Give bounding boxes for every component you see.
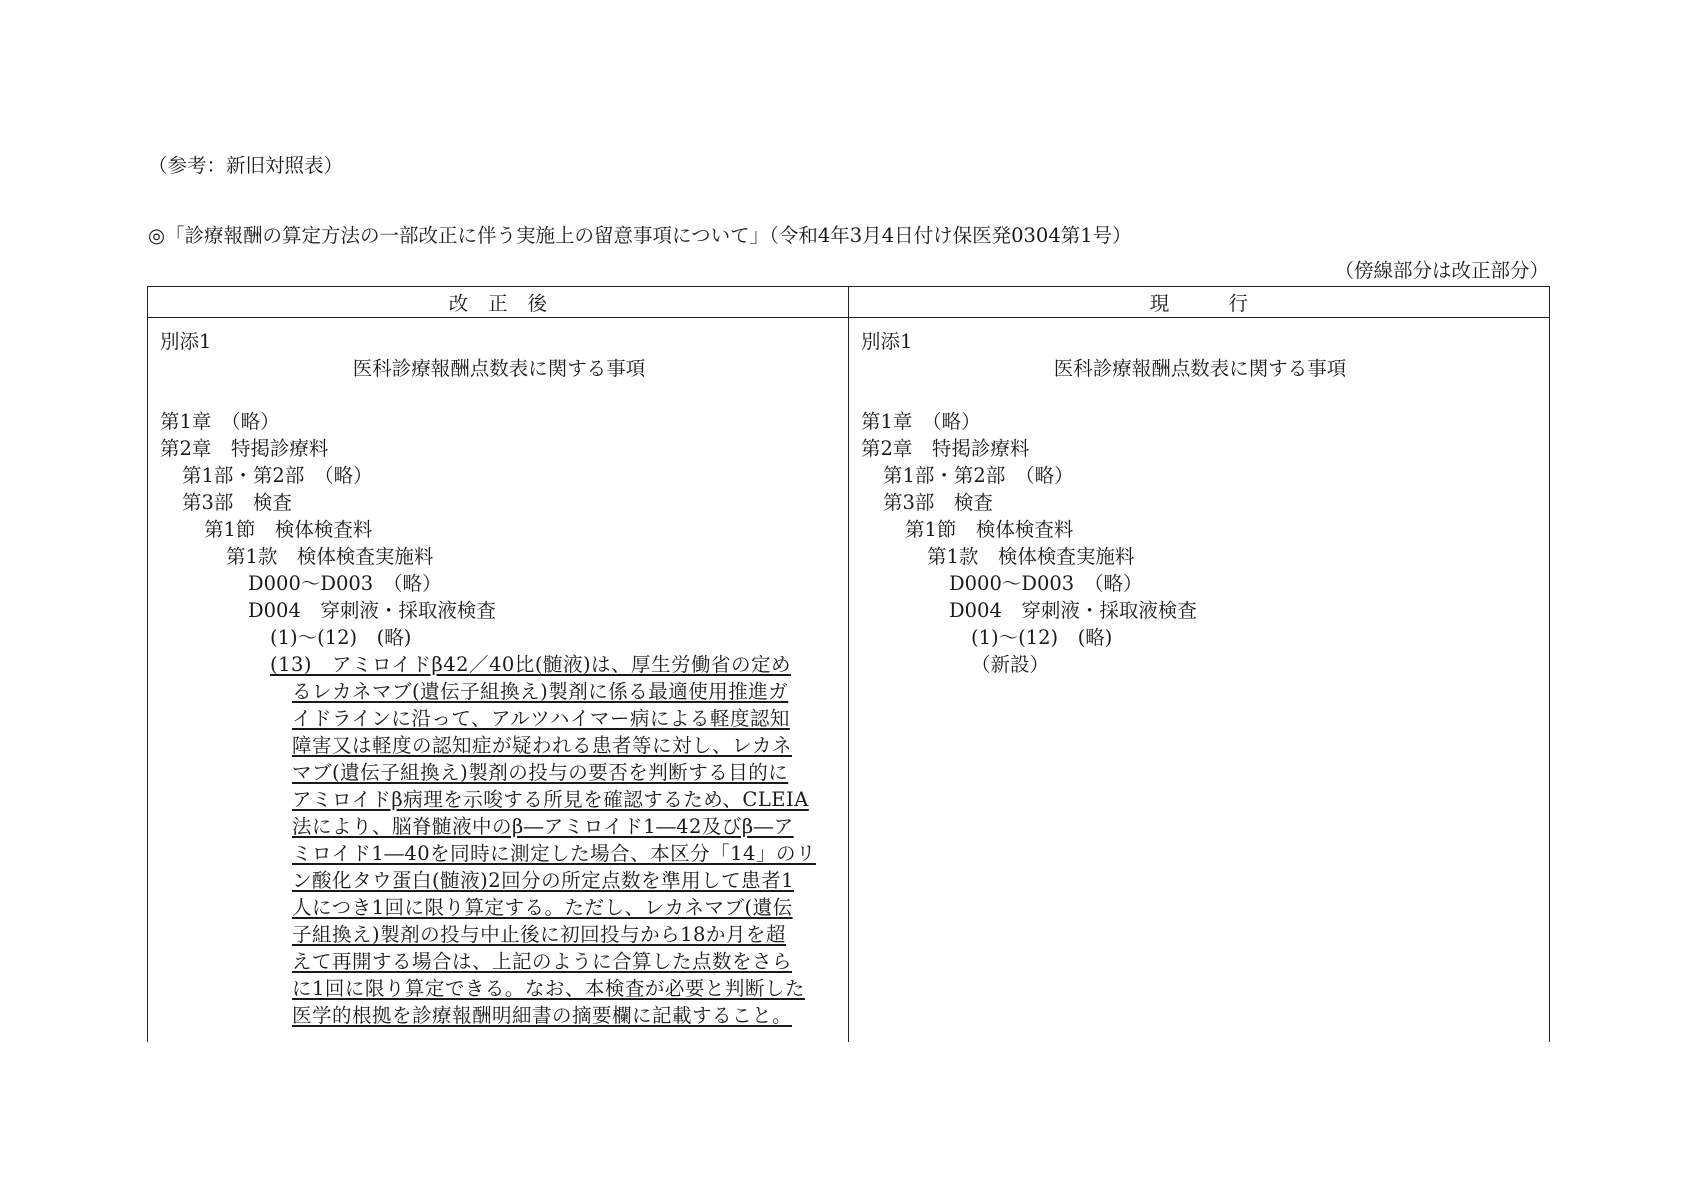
underline-note: （傍線部分は改正部分） <box>1334 259 1549 282</box>
subsection-1: 第1款 検体検査実施料 <box>226 545 434 568</box>
header-current: 現 行 <box>849 287 1550 318</box>
new-item-line: るレカネマブ(遺伝子組換え)製剤に係る最適使用推進ガ <box>292 680 789 703</box>
new-item-line: に1回に限り算定できる。なお、本検査が必要と判断した <box>292 977 805 1000</box>
new-item-line: 子組換え)製剤の投与中止後に初回投与から18か月を超 <box>292 923 786 946</box>
subitems-omitted: (1)～(12) (略) <box>971 626 1113 649</box>
section-1: 第1節 検体検査料 <box>905 518 1074 541</box>
part-3: 第3部 検査 <box>182 491 292 514</box>
reference-label: （参考：新旧対照表） <box>148 154 344 177</box>
attachment-label: 別添1 <box>861 330 913 353</box>
new-item-line: 人につき1回に限り算定する。ただし、レカネマブ(遺伝 <box>292 896 793 919</box>
new-item-line: ン酸化タウ蛋白(髄液)2回分の所定点数を準用して患者1 <box>292 869 795 892</box>
table-header-row <box>148 287 1550 318</box>
items-omitted: D000～D003 （略） <box>949 572 1143 595</box>
chapter-1: 第1章 （略） <box>160 410 280 433</box>
new-item-line: イドラインに沿って、アルツハイマー病による軽度認知 <box>292 707 790 730</box>
new-item-line: 障害又は軽度の認知症が疑われる患者等に対し、レカネ <box>292 734 793 757</box>
new-item-line: (13) アミロイドβ42／40比(髄液)は、厚生労働省の定め <box>270 653 792 676</box>
section-title: 医科診療報酬点数表に関する事項 <box>1053 357 1347 380</box>
document-title: ◎「診療報酬の算定方法の一部改正に伴う実施上の留意事項について」（令和4年3月4日付け保医発0304第1号） <box>148 224 1132 247</box>
new-item-line: 医学的根拠を診療報酬明細書の摘要欄に記載すること。 <box>292 1004 793 1027</box>
new-item-line: 法により、脳脊髄液中のβ―アミロイド1―42及びβ―ア <box>292 815 794 838</box>
item-d004: D004 穿刺液・採取液検査 <box>248 599 496 622</box>
section-title: 医科診療報酬点数表に関する事項 <box>352 357 646 380</box>
section-1: 第1節 検体検査料 <box>204 518 373 541</box>
chapter-2: 第2章 特掲診療料 <box>160 437 329 460</box>
part-1-2: 第1部・第2部 （略） <box>883 464 1074 487</box>
attachment-label: 別添1 <box>160 330 212 353</box>
comparison-table <box>147 286 1550 1042</box>
new-item-line: ミロイド1―40を同時に測定した場合、本区分「14」のリ <box>292 842 816 865</box>
subsection-1: 第1款 検体検査実施料 <box>927 545 1135 568</box>
part-3: 第3部 検査 <box>883 491 993 514</box>
new-item-line: アミロイドβ病理を示唆する所見を確認するため、CLEIA <box>292 788 809 811</box>
chapter-2: 第2章 特掲診療料 <box>861 437 1030 460</box>
chapter-1: 第1章 （略） <box>861 410 981 433</box>
items-omitted: D000～D003 （略） <box>248 572 442 595</box>
revised-column <box>148 318 849 1043</box>
subitems-omitted: (1)～(12) (略) <box>270 626 412 649</box>
item-d004: D004 穿刺液・採取液検査 <box>949 599 1197 622</box>
new-item-line: マブ(遺伝子組換え)製剤の投与の要否を判断する目的に <box>292 761 789 784</box>
part-1-2: 第1部・第2部 （略） <box>182 464 373 487</box>
current-column <box>849 318 1550 1043</box>
header-revised: 改 正 後 <box>148 287 849 318</box>
new-item-line: えて再開する場合は、上記のように合算した点数をさら <box>292 950 793 973</box>
new-item-placeholder: （新設） <box>971 653 1050 676</box>
table-body-row <box>148 318 1550 1043</box>
new-item-13 <box>270 651 840 1029</box>
